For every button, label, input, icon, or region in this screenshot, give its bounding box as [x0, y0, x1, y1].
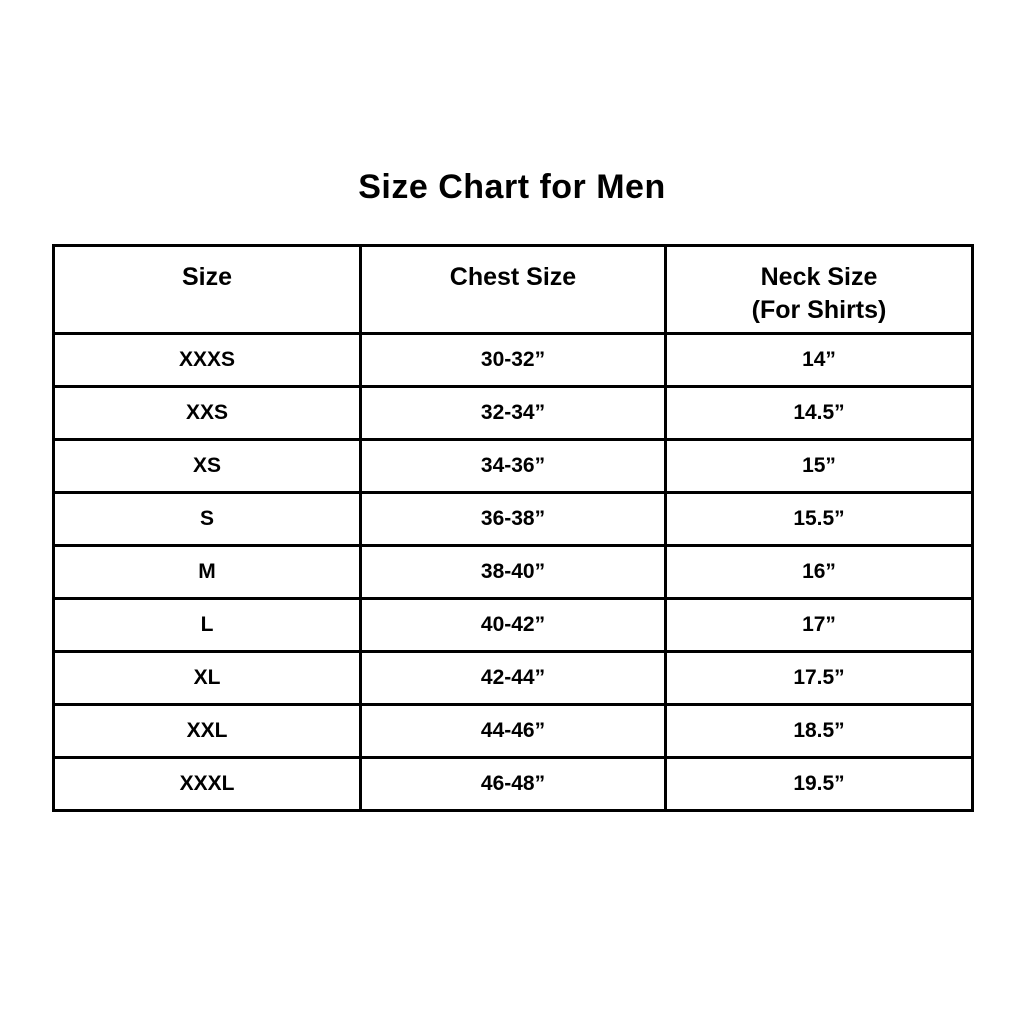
neck-cell: 14”	[666, 334, 973, 387]
chest-cell: 40-42”	[361, 599, 666, 652]
chest-cell: 34-36”	[361, 440, 666, 493]
size-cell: XXL	[54, 705, 361, 758]
neck-cell: 15”	[666, 440, 973, 493]
table-row	[54, 705, 973, 758]
chest-cell: 30-32”	[361, 334, 666, 387]
neck-cell: 17.5”	[666, 652, 973, 705]
neck-cell: 14.5”	[666, 387, 973, 440]
size-cell: M	[54, 546, 361, 599]
size-cell: XL	[54, 652, 361, 705]
chest-cell: 44-46”	[361, 705, 666, 758]
table-row	[54, 440, 973, 493]
column-header-chest-size-label: Chest Size	[449, 263, 577, 291]
neck-cell: 19.5”	[666, 758, 973, 811]
neck-cell: 17”	[666, 599, 973, 652]
table-row	[54, 652, 973, 705]
table-row	[54, 546, 973, 599]
chest-cell: 42-44”	[361, 652, 666, 705]
table-header-row	[54, 246, 973, 334]
size-cell: XXS	[54, 387, 361, 440]
page-title: Size Chart for Men	[358, 168, 666, 206]
column-header-size-label: Size	[181, 263, 233, 291]
size-cell: XS	[54, 440, 361, 493]
column-header-chest-size	[361, 246, 666, 334]
size-cell: S	[54, 493, 361, 546]
table-row	[54, 599, 973, 652]
neck-cell: 16”	[666, 546, 973, 599]
column-header-neck-size-sublabel: (For Shirts)	[751, 295, 887, 324]
table-row	[54, 758, 973, 811]
neck-cell: 15.5”	[666, 493, 973, 546]
chest-cell: 38-40”	[361, 546, 666, 599]
column-header-size	[54, 246, 361, 334]
column-header-neck-size	[666, 246, 973, 334]
chest-cell: 36-38”	[361, 493, 666, 546]
table-row	[54, 387, 973, 440]
chest-cell: 32-34”	[361, 387, 666, 440]
chest-cell: 46-48”	[361, 758, 666, 811]
table-row	[54, 493, 973, 546]
size-cell: L	[54, 599, 361, 652]
size-cell: XXXS	[54, 334, 361, 387]
size-cell: XXXL	[54, 758, 361, 811]
column-header-neck-size-label: Neck Size	[760, 263, 878, 291]
size-chart-table	[52, 244, 974, 812]
neck-cell: 18.5”	[666, 705, 973, 758]
table-row	[54, 334, 973, 387]
